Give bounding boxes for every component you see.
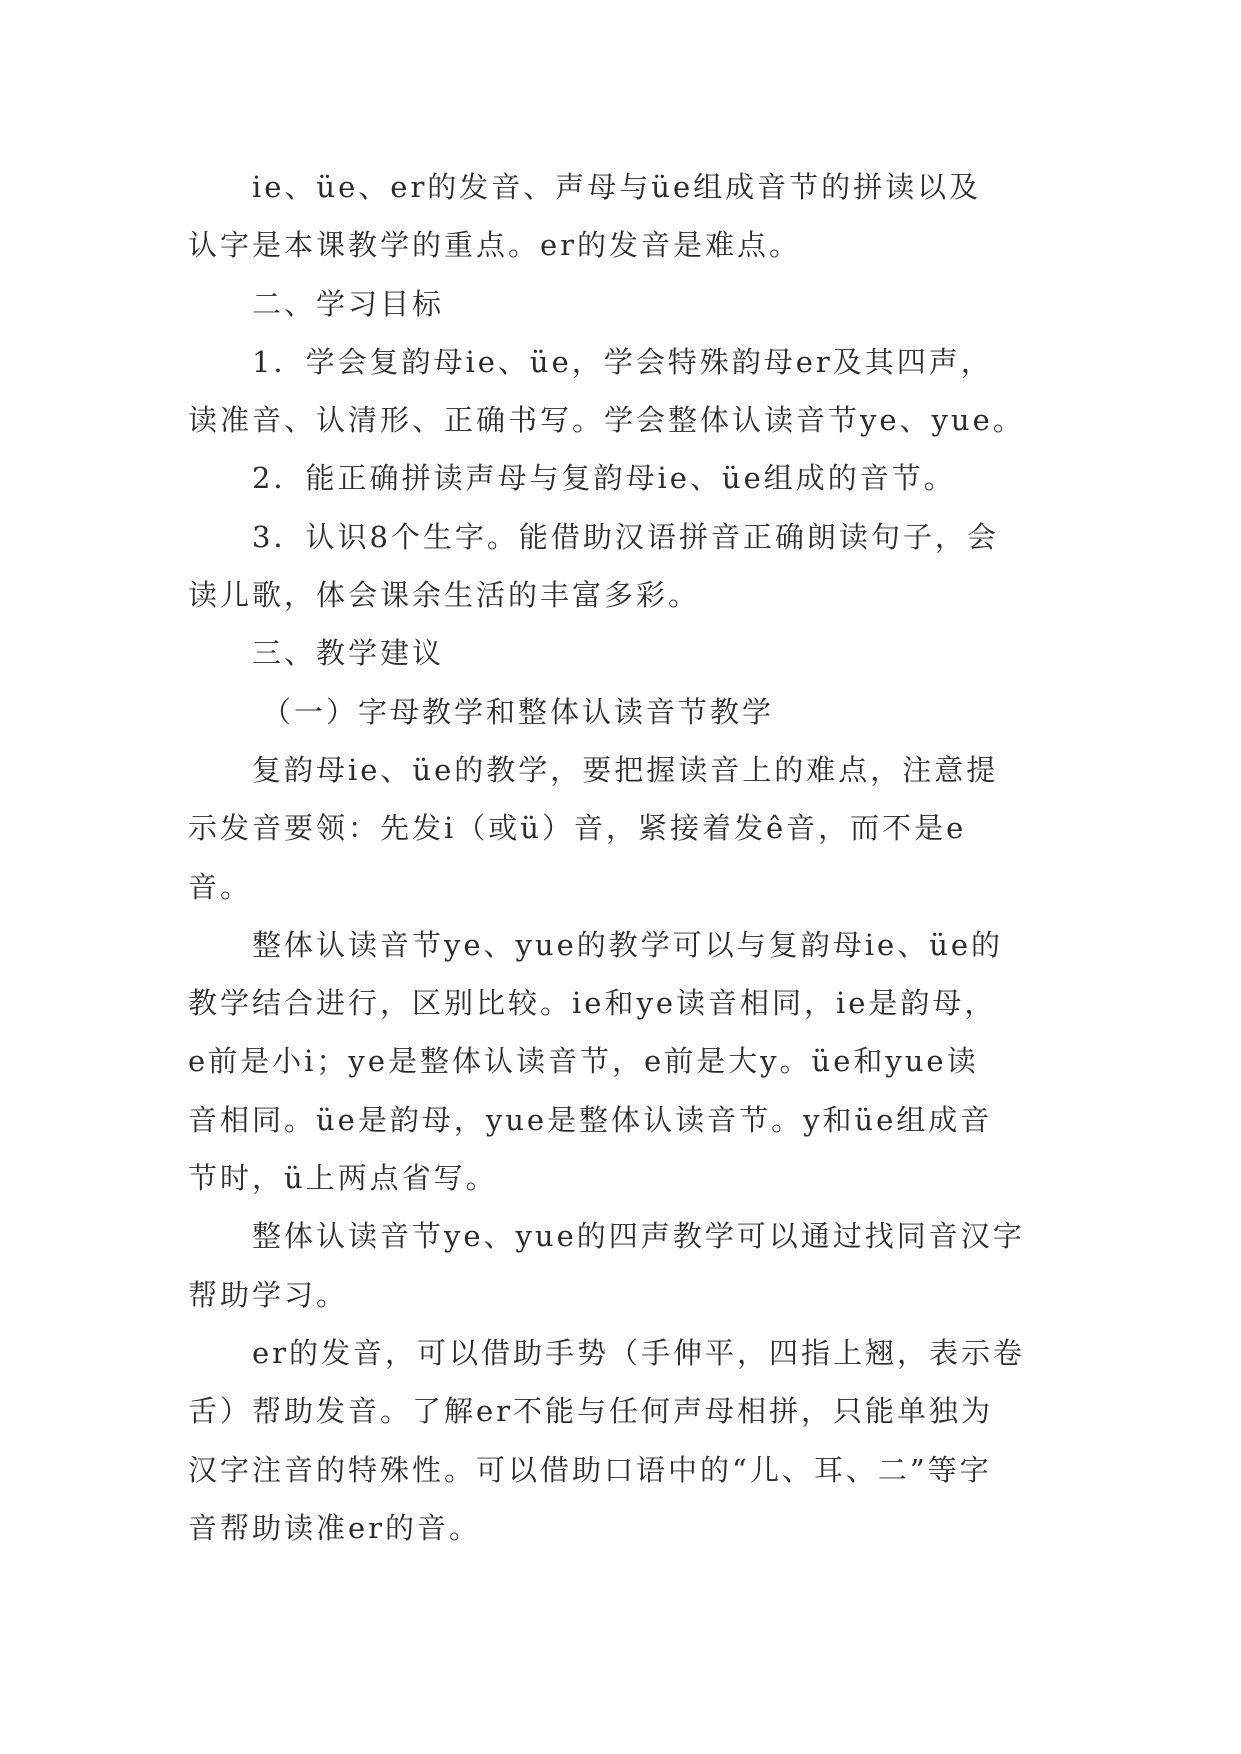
paragraph-line: 帮助学习。 — [188, 1277, 349, 1312]
paragraph-line: ie、üe、er的发音、声母与üe组成音节的拼读以及 — [252, 170, 982, 204]
paragraph-line: er的发音，可以借助手势（手伸平，四指上翘，表示卷 — [252, 1335, 1026, 1370]
paragraph-line: 复韵母ie、üe的教学，要把握读音上的难点，注意提 — [252, 752, 999, 787]
paragraph-line: 认字是本课教学的重点。er的发音是难点。 — [188, 228, 802, 263]
paragraph-line: 整体认读音节ye、yue的四声教学可以通过找同音汉字 — [252, 1219, 1025, 1254]
goal-item-2: 2．能正确拼读声母与复韵母ie、üe组成的音节。 — [252, 461, 956, 496]
paragraph-line: 读儿歌，体会课余生活的丰富多彩。 — [188, 578, 701, 613]
paragraph-line: 教学结合进行，区别比较。ie和ye读音相同，ie是韵母， — [188, 986, 997, 1021]
paragraph-line: 音相同。üe是韵母，yue是整体认读音节。y和üe组成音 — [188, 1102, 993, 1137]
section-heading-teaching-suggestions: 三、教学建议 — [252, 636, 445, 671]
paragraph-line: e前是小i；ye是整体认读音节，e前是大y。üe和yue读 — [188, 1044, 979, 1079]
paragraph-line: 音帮助读准er的音。 — [188, 1510, 482, 1545]
paragraph-line: 汉字注音的特殊性。可以借助口语中的“儿、耳、二”等字 — [188, 1452, 992, 1487]
section-heading-learning-goals: 二、学习目标 — [252, 286, 445, 321]
paragraph-line: 读准音、认清形、正确书写。学会整体认读音节ye、yue。 — [188, 403, 1025, 438]
goal-item-3: 3．认识8个生字。能借助汉语拼音正确朗读句子，会 — [252, 519, 999, 554]
paragraph-line: 舌）帮助发音。了解er不能与任何声母相拼，只能单独为 — [188, 1394, 994, 1429]
paragraph-line: 节时，ü上两点省写。 — [188, 1161, 498, 1196]
goal-item-1: 1．学会复韵母ie、üe，学会特殊韵母er及其四声， — [252, 344, 993, 379]
paragraph-line: 示发音要领：先发i（或ü）音，紧接着发ê音，而不是e — [188, 811, 967, 846]
paragraph-line: 整体认读音节ye、yue的教学可以与复韵母ie、üe的 — [252, 927, 1004, 962]
document-body — [188, 158, 1054, 1557]
subsection-heading: （一）字母教学和整体认读音节教学 — [262, 694, 775, 729]
paragraph-line: 音。 — [188, 869, 253, 904]
